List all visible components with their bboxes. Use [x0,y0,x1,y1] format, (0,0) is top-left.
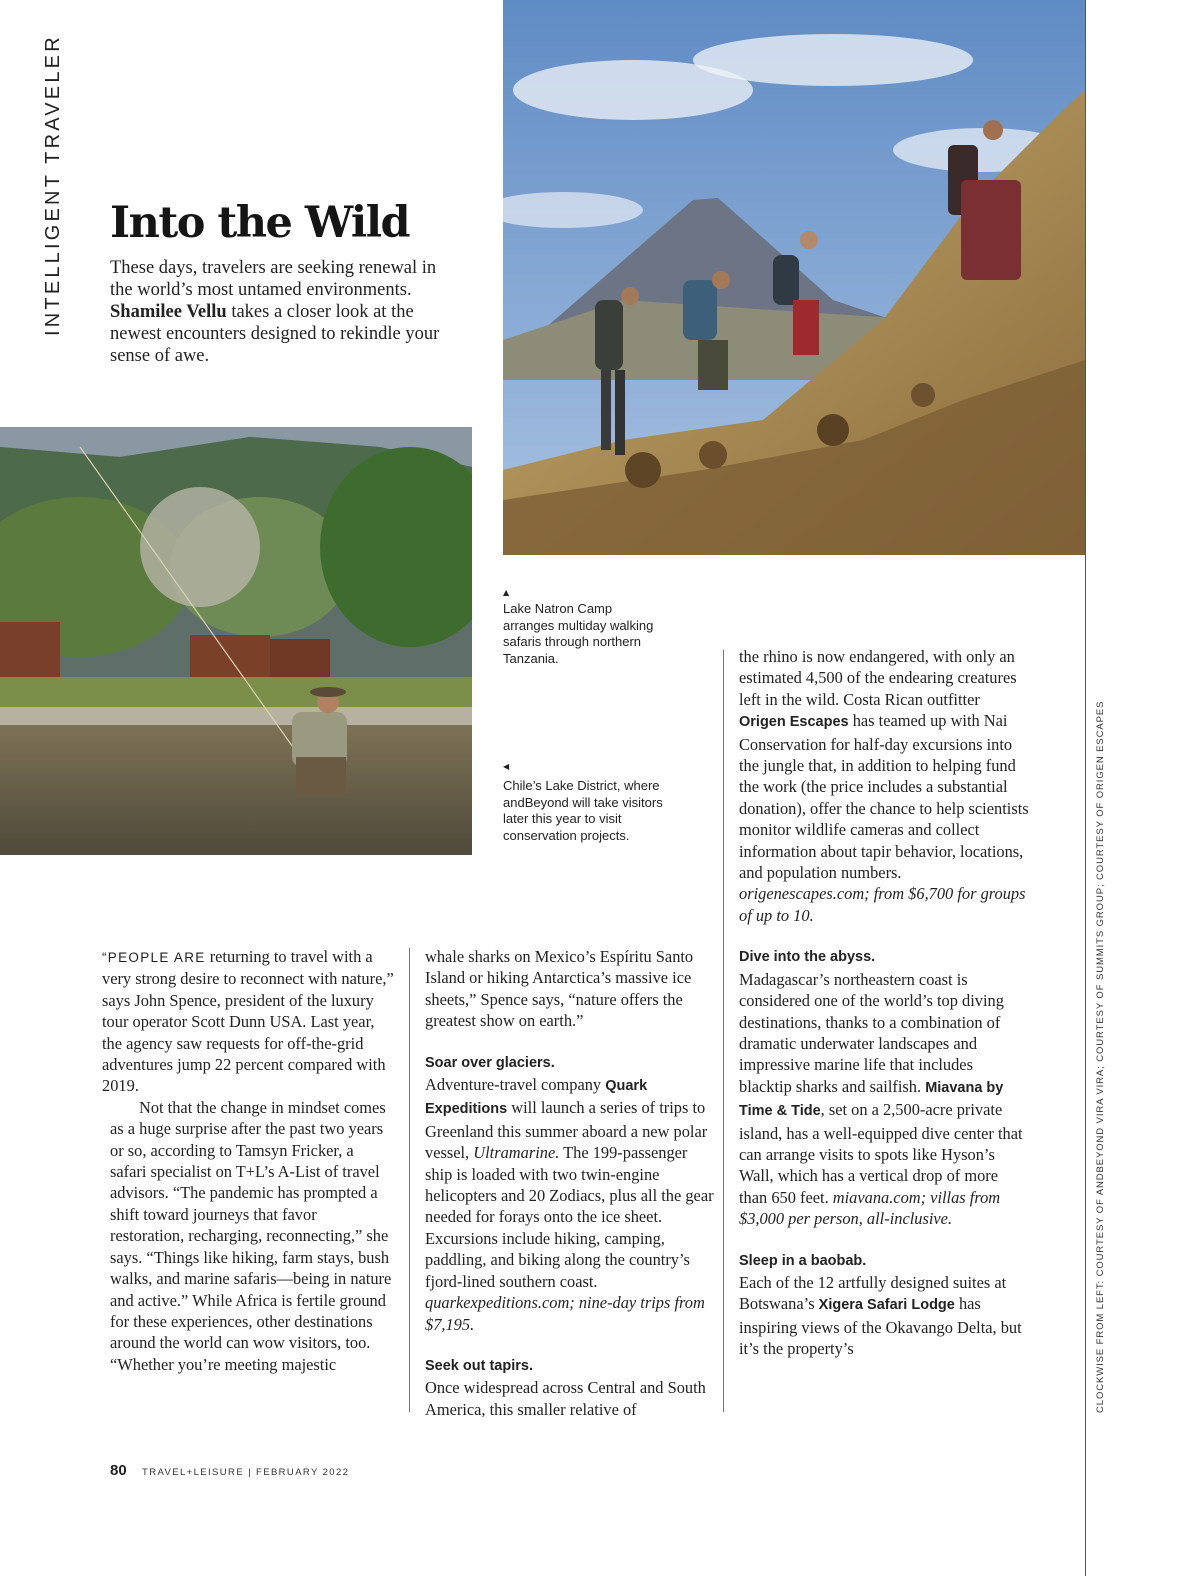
brand-origen: Origen Escapes [739,714,849,731]
photo-fly-fishing-chile [0,427,472,855]
brand-xigera: Xigera Safari Lodge [818,1297,955,1314]
brand-quark: Quark Expeditions [425,1078,648,1118]
dek: These days, travelers are seeking renewal in the world’s most untamed environments. Shamilee Vellu takes a closer look at the newest encounters designed to rekindle your sense of awe. [110,258,440,366]
caption-chile: Chile’s Lake District, where andBeyond will take visitors later this year to visit conservation projects. [503,778,663,843]
subhead-baobab: Sleep in a baobab. [739,1252,867,1269]
headline: Into the Wild [110,198,410,248]
subhead-tapirs: Seek out tapirs. [425,1357,533,1374]
page-number: 80 [110,1462,127,1479]
brand-miavana: Miavana by Time & Tide [739,1079,1004,1120]
caption-arrow-up-icon: ▲ [503,588,510,597]
lead-in: “PEOPLE ARE [102,950,206,965]
body-column-1: “PEOPLE ARE returning to travel with a very strong desire to reconnect with nature,” says John Spence, president of the luxury tour operator Scott Dunn USA. Last year, the agency saw requests for off-the-grid adventures jump 22 percent compared with 2019. Not that the change in mindset comes as a huge surprise after the past two years or so, according to Tamsyn Fricker, a safari specialist on T+L’s A-List of travel advisors. “The pandemic has prompted a shift toward journeys that favor restoration, recharging, reconnecting,” she says. “Things like hiking, farm stays, bush walks, and marine safaris—being in nature and active.” While Africa is fertile ground for these experiences, other destinations around the world can wow visitors, too. “Whether you’re meeting majestic [102,947,394,1374]
body-column-2: whale sharks on Mexico’s Espíritu Santo Island or hiking Antarctica’s massive ice sheets,” Spence says, “nature offers the greatest show on earth.” Soar over glaciers. Adventure-travel company Quark Expeditions will launch a series of trips to Greenland this summer aboard a new polar vessel, Ultramarine. The 199-passenger ship is loaded with two twin-engine helicopters and 20 Zodiacs, plus all the gear needed for forays onto the ice sheet. Excursions include hiking, camping, paddling, and biking along the country’s fjord-lined southern coast. quarkexpeditions.com; nine-day trips from $7,195. Seek out tapirs. Once widespread across Central and South America, this smaller relative of [425,947,714,1419]
column-rule-1 [409,948,410,1412]
caption-hikers: Lake Natron Camp arranges multiday walking safaris through northern Tanzania. [503,601,654,666]
column-rule-2 [723,650,724,1412]
photo-credit: CLOCKWISE FROM LEFT: COURTESY OF ANDBEYOND VIRA VIRA; COURTESY OF SUMMITS GROUP; COURTESY OF ORIGEN ESCAPES [1095,700,1106,1413]
subhead-abyss: Dive into the abyss. [739,949,876,966]
author-name: Shamilee Vellu [110,302,227,322]
page-edge-rule [1085,0,1086,1576]
photo-hikers-tanzania [503,0,1085,555]
folio-text: TRAVEL+LEISURE | FEBRUARY 2022 [142,1467,350,1478]
caption-arrow-left-icon: ◀ [503,762,510,771]
section-label: INTELLIGENT TRAVELER [42,34,64,336]
subhead-glaciers: Soar over glaciers. [425,1054,555,1071]
body-column-3: the rhino is now endangered, with only an estimated 4,500 of the endearing creatures left in the wild. Costa Rican outfitter Origen Escapes has teamed up with Nai Conservation for half-day excursions into the jungle that, in addition to helping fund the work (the price includes a substantial donation), offer the chance to help scientists monitor wildlife cameras and collect information about tapir behavior, locations, and population numbers. origenescapes.com; from $6,700 for groups of up to 10. Dive into the abyss. Madagascar’s northeastern coast is considered one of the world’s top diving destinations, thanks to a combination of dramatic underwater landscapes and impressive marine life that includes blacktip sharks and sailfish. Miavana by Time & Tide, set on a 2,500-acre private island, has a well-equipped dive center that can arrange visits to spots like Hyson’s Wall, which has a vertical drop of more than 650 feet. miavana.com; villas from $3,000 per person, all-inclusive. Sleep in a baobab. Each of the 12 artfully designed suites at Botswana’s Xigera Safari Lodge has inspiring views of the Okavango Delta, but it’s the property’s [739,647,1029,1359]
